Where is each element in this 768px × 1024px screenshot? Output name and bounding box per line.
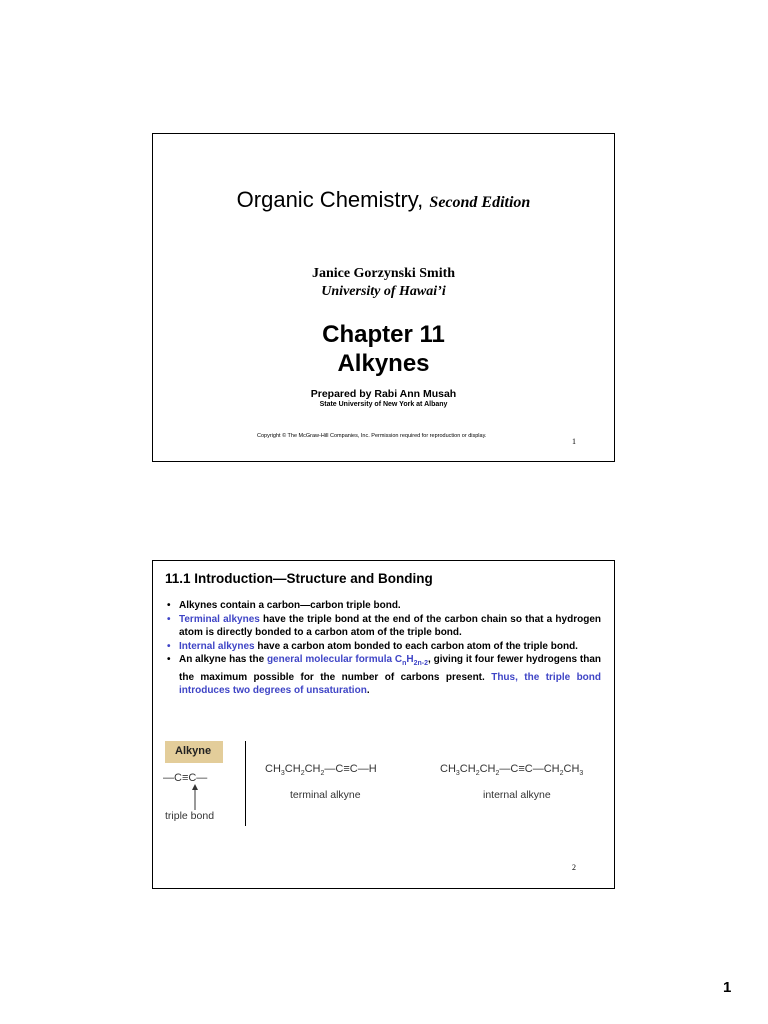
preparer-institution: State University of New York at Albany bbox=[319, 401, 448, 408]
copyright-notice: Copyright © The McGraw-Hill Companies, Inc. Permission required for reproduction or display. bbox=[257, 433, 487, 439]
section-title: 11.1 Introduction—Structure and Bonding bbox=[165, 571, 433, 586]
chapter-number: Chapter 11 bbox=[322, 321, 445, 348]
triple-bond-structure: —C≡C— bbox=[163, 772, 208, 784]
terminal-alkyne-formula: $CH_3CH_2CH_2—C\equiv C—H$ bbox=[265, 763, 377, 778]
bullet-item: • An alkyne has the general molecular formula $C_nH_{2n-2}$, giving it four fewer hydrogens than the maximum possible for the number of carbons present. Thus, the triple bond introduces two degrees of unsaturation. bbox=[167, 654, 602, 696]
bullet-list bbox=[165, 599, 601, 698]
bullet-item: • Terminal alkynes have the triple bond at the end of the carbon chain so that a hydrogen atom is directly bonded to a carbon atom of the triple bond. bbox=[167, 613, 601, 638]
title-slide bbox=[152, 133, 615, 462]
arrow-up-icon bbox=[191, 784, 199, 810]
term-degrees-of-unsaturation: Thus, the triple bond introduces two degrees of unsaturation bbox=[179, 671, 602, 696]
author-university: University of Hawai’i bbox=[321, 284, 446, 299]
term-general-formula: general molecular formula $C_nH_{2n-2}$ bbox=[266, 654, 428, 667]
prepared-by: Prepared by Rabi Ann Musah bbox=[310, 388, 457, 400]
bullet-item: • Internal alkynes have a carbon atom bonded to each carbon atom of the triple bond. bbox=[167, 640, 578, 652]
chapter-title: Alkynes bbox=[337, 350, 430, 377]
term-terminal-alkynes: Terminal alkynes bbox=[179, 613, 260, 625]
document-page-number: 1 bbox=[723, 979, 732, 996]
internal-alkyne-label: internal alkyne bbox=[483, 789, 551, 801]
terminal-alkyne-label: terminal alkyne bbox=[290, 789, 361, 801]
author-name: Janice Gorzynski Smith bbox=[311, 266, 456, 281]
chapter-heading bbox=[153, 320, 614, 378]
alkyne-label-box: Alkyne bbox=[165, 741, 223, 763]
internal-alkyne-formula: $CH_3CH_2CH_2—C\equiv C—CH_2CH_3$ bbox=[440, 763, 584, 778]
triple-bond-label: triple bond bbox=[165, 810, 215, 822]
slide-page-number: 2 bbox=[572, 863, 576, 872]
book-title bbox=[153, 187, 614, 213]
term-internal-alkynes: Internal alkynes bbox=[179, 640, 255, 652]
bullet-item: • Alkynes contain a carbon—carbon triple bond. bbox=[167, 600, 401, 611]
slide-page-number: 1 bbox=[572, 437, 576, 446]
content-slide bbox=[152, 560, 615, 889]
diagram-divider bbox=[245, 741, 246, 826]
book-title-main: Organic Chemistry, bbox=[236, 187, 424, 212]
book-edition: Second Edition bbox=[429, 194, 531, 211]
